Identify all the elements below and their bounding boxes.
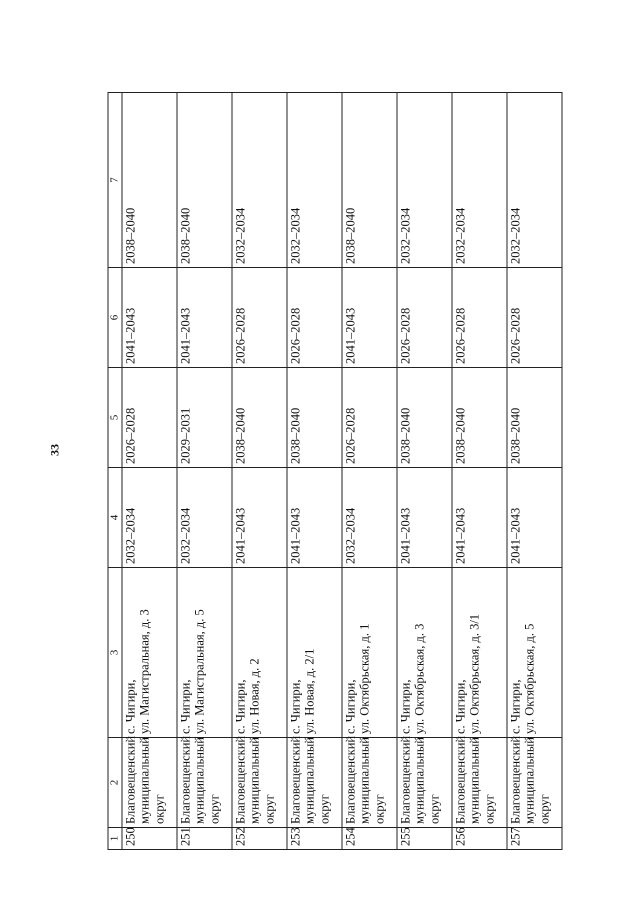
table-row — [287, 93, 342, 850]
period-cell: 2032–2034 — [452, 93, 507, 268]
district-cell: Благовещенский муниципальный округ — [397, 738, 452, 828]
address-cell: с. Чигири, ул. Магистральная, д. 3 — [122, 568, 177, 738]
table-row — [177, 93, 232, 850]
district-cell: Благовещенский муниципальный округ — [232, 738, 287, 828]
table-row — [397, 93, 452, 850]
period-cell: 2026–2028 — [452, 268, 507, 368]
row-number: 257 — [507, 828, 562, 850]
period-cell: 2041–2043 — [232, 468, 287, 568]
column-header: 6 — [108, 268, 122, 368]
address-cell: с. Чигири, ул. Новая, д. 2/1 — [287, 568, 342, 738]
address-cell: с. Чигири, ул. Новая, д. 2 — [232, 568, 287, 738]
period-cell: 2038–2040 — [507, 368, 562, 468]
period-cell: 2026–2028 — [122, 368, 177, 468]
district-cell: Благовещенский муниципальный округ — [122, 738, 177, 828]
period-cell: 2032–2034 — [507, 93, 562, 268]
district-cell: Благовещенский муниципальный округ — [177, 738, 232, 828]
period-cell: 2032–2034 — [177, 468, 232, 568]
row-number: 255 — [397, 828, 452, 850]
period-cell: 2038–2040 — [122, 93, 177, 268]
period-cell: 2041–2043 — [122, 268, 177, 368]
period-cell: 2038–2040 — [452, 368, 507, 468]
period-cell: 2041–2043 — [397, 468, 452, 568]
district-cell: Благовещенский муниципальный округ — [287, 738, 342, 828]
column-header: 5 — [108, 368, 122, 468]
row-number: 254 — [342, 828, 397, 850]
page-number: 33 — [47, 444, 62, 456]
period-cell: 2026–2028 — [287, 268, 342, 368]
column-header: 2 — [108, 738, 122, 828]
table-row — [452, 93, 507, 850]
period-cell: 2032–2034 — [122, 468, 177, 568]
period-cell: 2029–2031 — [177, 368, 232, 468]
row-number: 256 — [452, 828, 507, 850]
period-cell: 2032–2034 — [342, 468, 397, 568]
address-cell: с. Чигири, ул. Октябрьская, д. 3 — [397, 568, 452, 738]
address-cell: с. Чигири, ул. Октябрьская, д. 1 — [342, 568, 397, 738]
table-header-row — [108, 93, 122, 850]
column-header: 1 — [108, 828, 122, 850]
period-cell: 2032–2034 — [232, 93, 287, 268]
district-cell: Благовещенский муниципальный округ — [452, 738, 507, 828]
district-cell: Благовещенский муниципальный округ — [507, 738, 562, 828]
address-cell: с. Чигири, ул. Октябрьская, д. 3/1 — [452, 568, 507, 738]
period-cell: 2038–2040 — [287, 368, 342, 468]
period-cell: 2041–2043 — [177, 268, 232, 368]
period-cell: 2041–2043 — [342, 268, 397, 368]
period-cell: 2026–2028 — [397, 268, 452, 368]
table-row — [507, 93, 562, 850]
row-number: 253 — [287, 828, 342, 850]
district-cell: Благовещенский муниципальный округ — [342, 738, 397, 828]
period-cell: 2026–2028 — [342, 368, 397, 468]
column-header: 7 — [108, 93, 122, 268]
period-cell: 2041–2043 — [507, 468, 562, 568]
period-cell: 2032–2034 — [287, 93, 342, 268]
address-cell: с. Чигири, ул. Октябрьская, д. 5 — [507, 568, 562, 738]
column-header: 3 — [108, 568, 122, 738]
period-cell: 2032–2034 — [397, 93, 452, 268]
row-number: 251 — [177, 828, 232, 850]
address-cell: с. Чигири, ул. Магистральная, д. 5 — [177, 568, 232, 738]
table-row — [232, 93, 287, 850]
period-cell: 2041–2043 — [287, 468, 342, 568]
period-cell: 2038–2040 — [397, 368, 452, 468]
data-table — [108, 92, 563, 850]
row-number: 250 — [122, 828, 177, 850]
column-header: 4 — [108, 468, 122, 568]
row-number: 252 — [232, 828, 287, 850]
period-cell: 2038–2040 — [342, 93, 397, 268]
period-cell: 2026–2028 — [507, 268, 562, 368]
table-container — [108, 92, 563, 850]
table-row — [122, 93, 177, 850]
period-cell: 2041–2043 — [452, 468, 507, 568]
period-cell: 2038–2040 — [177, 93, 232, 268]
period-cell: 2026–2028 — [232, 268, 287, 368]
period-cell: 2038–2040 — [232, 368, 287, 468]
table-row — [342, 93, 397, 850]
